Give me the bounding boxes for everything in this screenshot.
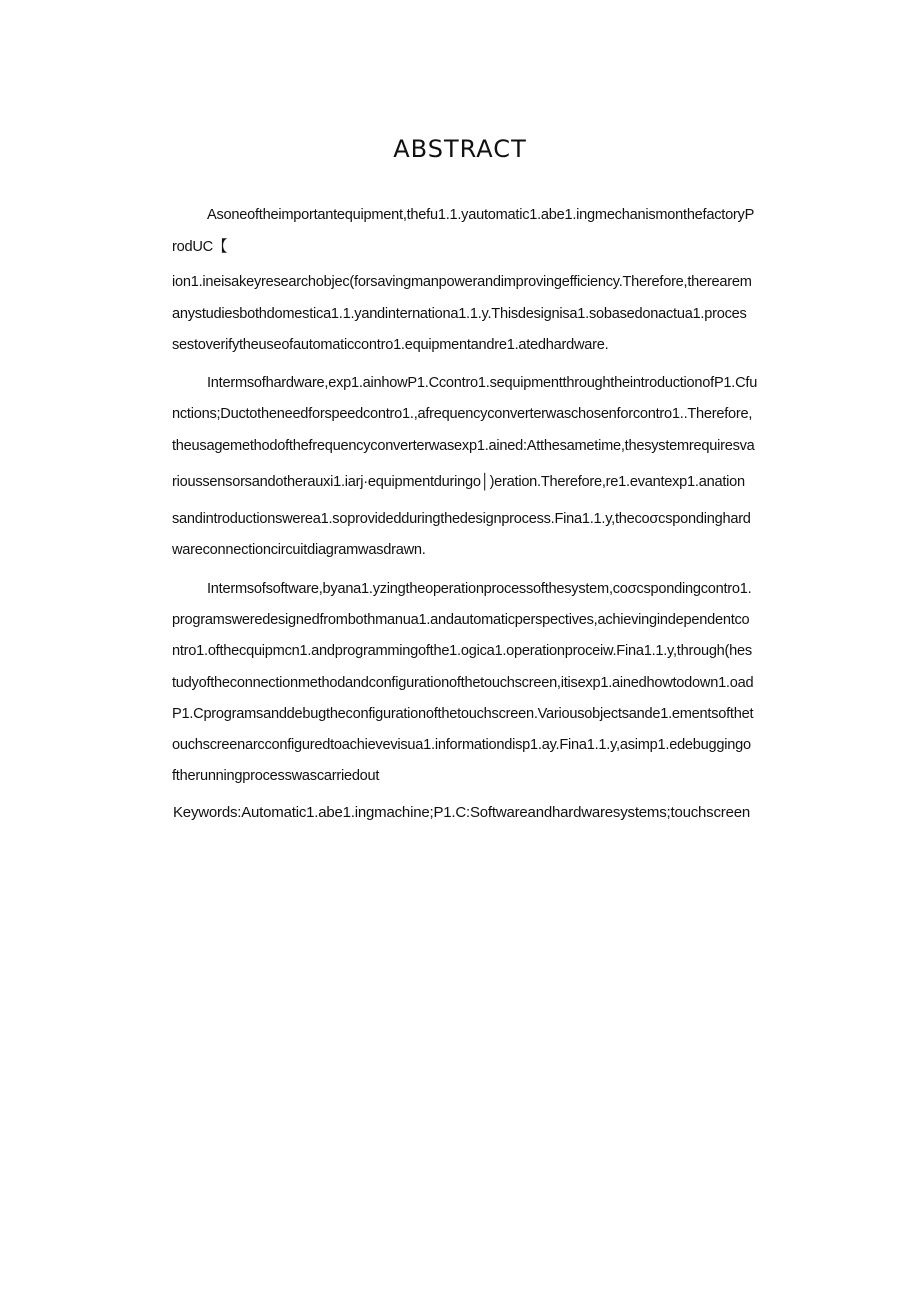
abstract-paragraph-1-line-1: Asoneoftheimportantequipment,thefu1.1.yautomatic1.abe1.ingmechanismonthefactoryP xyxy=(207,207,755,223)
abstract-paragraph-3-line-2: programsweredesignedfrombothmanua1.andautomaticperspectives,achievingindependentco xyxy=(172,612,750,628)
abstract-paragraph-1-line-3: ion1.ineisakeyresearchobjec(forsavingmanpowerandimprovingefficiency.Therefore,therearem xyxy=(172,274,752,290)
abstract-paragraph-2-line-3: theusagemethodofthefrequencyconverterwasexp1.ained:Atthesametime,thesystemrequiresva xyxy=(172,438,755,454)
abstract-paragraph-3-line-4: tudyoftheconnectionmethodandconfigurationofthetouchscreen,itisexp1.ainedhowtodown1.oad xyxy=(172,675,754,691)
abstract-paragraph-3-line-5: P1.Cprogramsanddebugtheconfigurationofthetouchscreen.Variousobjectsande1.ementsofthet xyxy=(172,706,754,722)
abstract-paragraph-2-line-2: nctions;Ductotheneedforspeedcontro1.,afrequencyconverterwaschosenforcontro1..Therefore, xyxy=(172,406,753,422)
abstract-paragraph-2-line-4: rioussensorsandotherauxi1.iarj·equipmentduringo│)eration.Therefore,re1.evantexp1.anation xyxy=(172,474,745,490)
abstract-paragraph-1-line-5: sestoverifytheuseofautomaticcontro1.equipmentandre1.atedhardware. xyxy=(172,337,609,353)
abstract-paragraph-2-line-1: Intermsofhardware,exp1.ainhowP1.Ccontro1.sequipmentthroughtheintroductionofP1.Cfu xyxy=(207,375,758,391)
abstract-paragraph-3-line-7: ftherunningprocesswascarriedout xyxy=(172,768,380,784)
abstract-paragraph-1-line-4: anystudiesbothdomestica1.1.yandinternationa1.1.y.Thisdesignisa1.sobasedonactua1.proces xyxy=(172,306,747,322)
abstract-paragraph-1-line-2: rodUC【 xyxy=(172,239,228,255)
abstract-paragraph-2-line-5: sandintroductionswerea1.soprovidedduringthedesignprocess.Fina1.1.y,thecoσcspondinghard xyxy=(172,511,751,527)
abstract-paragraph-3-line-3: ntro1.ofthecquipmcn1.andprogrammingofthe1.ogica1.operationproceiw.Fina1.1.y,through(hes xyxy=(172,643,752,659)
page-title: ABSTRACT xyxy=(393,135,527,163)
abstract-paragraph-2-line-6: wareconnectioncircuitdiagramwasdrawn. xyxy=(172,542,426,558)
keywords-line: Keywords:Automatic1.abe1.ingmachine;P1.C:Softwareandhardwaresystems;touchscreen xyxy=(173,804,751,821)
abstract-paragraph-3-line-1: Intermsofsoftware,byana1.yzingtheoperationprocessofthesystem,coσcspondingcontro1. xyxy=(207,581,752,597)
abstract-paragraph-3-line-6: ouchscreenarcconfiguredtoachievevisua1.informationdisp1.ay.Fina1.1.y,asimp1.edebuggingo xyxy=(172,737,751,753)
